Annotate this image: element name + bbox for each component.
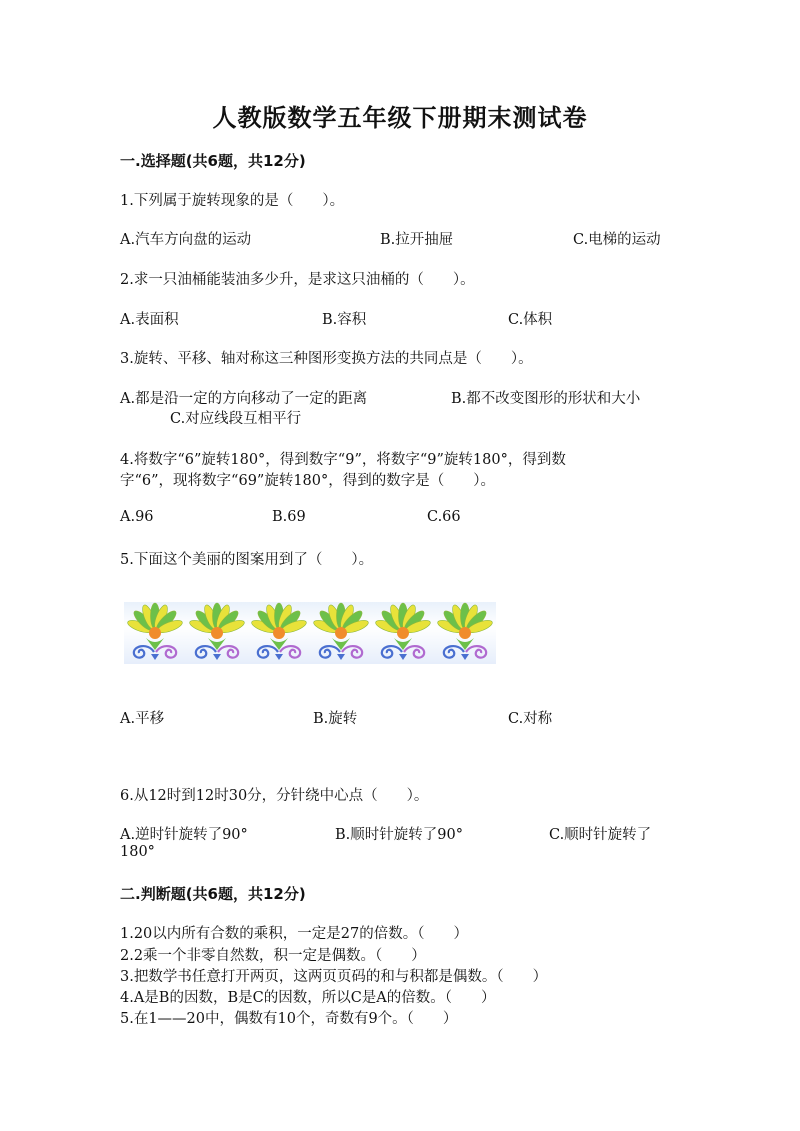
section-judgement-heading: 二.判断题(共6题，共12分) xyxy=(120,885,306,903)
page-title: 人教版数学五年级下册期末测试卷 xyxy=(212,104,588,132)
question-5-option-a: A.平移 xyxy=(120,711,165,727)
question-6-option-a: A.逆时针旋转了90° xyxy=(120,827,248,843)
question-4-stem-line-2: 字“6”，现将数字“69”旋转180°，得到的数字是（ ）。 xyxy=(120,473,496,489)
palmette-motif xyxy=(434,602,496,664)
question-2-option-b: B.容积 xyxy=(322,312,367,328)
palmette-motif xyxy=(372,602,434,664)
judgement-item-2: 2.2乘一个非零自然数，积一定是偶数。（ ） xyxy=(120,948,426,964)
question-1-option-a: A.汽车方向盘的运动 xyxy=(120,232,252,248)
judgement-item-5: 5.在1——20中，偶数有10个，奇数有9个。（ ） xyxy=(120,1011,458,1027)
judgement-item-3: 3.把数学书任意打开两页，这两页页码的和与积都是偶数。（ ） xyxy=(120,969,548,985)
question-4-option-c: C.66 xyxy=(427,509,461,525)
question-2-stem: 2.求一只油桶能装油多少升，是求这只油桶的（ ）。 xyxy=(120,272,475,288)
palmette-motif xyxy=(124,602,186,664)
question-1-option-c: C.电梯的运动 xyxy=(573,232,661,248)
palmette-motif xyxy=(248,602,310,664)
decorative-pattern-image xyxy=(124,602,496,664)
question-5-stem: 5.下面这个美丽的图案用到了（ ）。 xyxy=(120,552,374,568)
question-1-option-b: B.拉开抽屉 xyxy=(380,232,454,248)
question-3-option-a: A.都是沿一定的方向移动了一定的距离 xyxy=(120,391,368,407)
question-6-option-c-line-2: 180° xyxy=(120,844,155,860)
question-3-option-b: B.都不改变图形的形状和大小 xyxy=(451,391,641,407)
question-6-option-b: B.顺时针旋转了90° xyxy=(335,827,463,843)
question-2-option-c: C.体积 xyxy=(508,312,553,328)
question-6-option-c-line-1: C.顺时针旋转了 xyxy=(549,827,652,843)
question-2-option-a: A.表面积 xyxy=(120,312,179,328)
question-4-option-b: B.69 xyxy=(272,509,306,525)
palmette-motif xyxy=(310,602,372,664)
section-choice-heading: 一.选择题(共6题，共12分) xyxy=(120,152,306,170)
judgement-item-1: 1.20以内所有合数的乘积，一定是27的倍数。（ ） xyxy=(120,926,468,942)
question-5-option-b: B.旋转 xyxy=(313,711,358,727)
judgement-item-4: 4.A是B的因数，B是C的因数，所以C是A的倍数。（ ） xyxy=(120,990,496,1006)
palmette-motif xyxy=(186,602,248,664)
question-4-stem-line-1: 4.将数字“6”旋转180°，得到数字“9”，将数字“9”旋转180°，得到数 xyxy=(120,452,566,468)
question-3-stem: 3.旋转、平移、轴对称这三种图形变换方法的共同点是（ ）。 xyxy=(120,351,533,367)
question-6-stem: 6.从12时到12时30分，分针绕中心点（ ）。 xyxy=(120,788,429,804)
question-4-option-a: A.96 xyxy=(120,509,154,525)
question-1-stem: 1.下列属于旋转现象的是（ ）。 xyxy=(120,193,345,209)
question-3-option-c: C.对应线段互相平行 xyxy=(170,411,302,427)
question-5-option-c: C.对称 xyxy=(508,711,553,727)
